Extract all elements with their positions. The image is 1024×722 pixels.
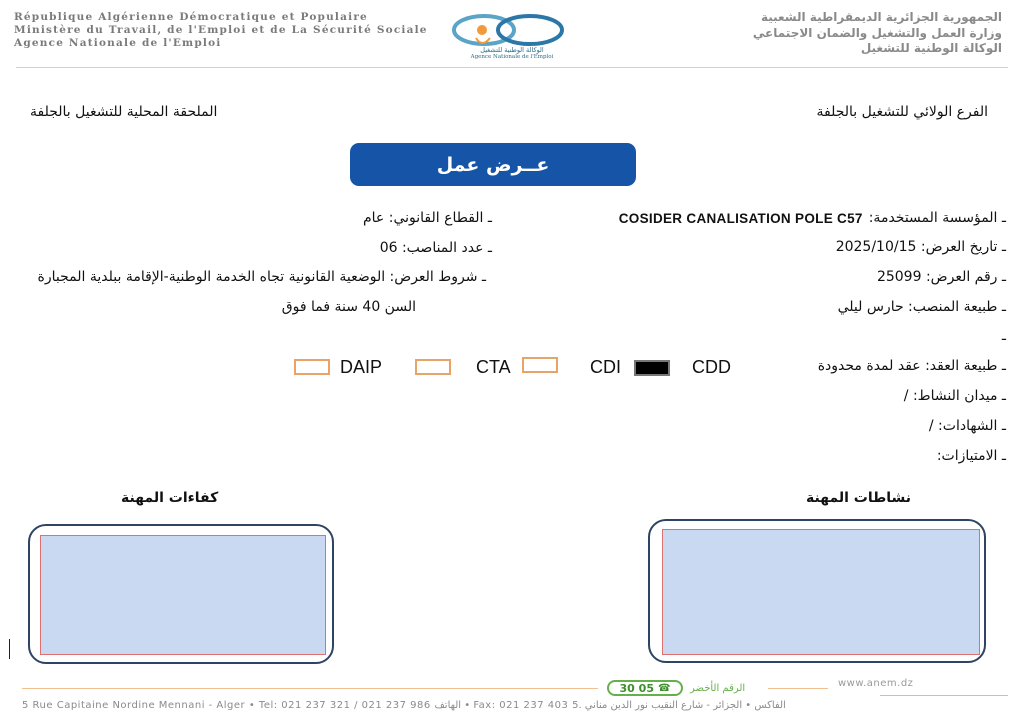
legal-sector: ـ القطاع القانوني: عام	[363, 210, 492, 226]
header-ar-line2: وزارة العمل والتشغيل والضمان الاجتماعي	[752, 26, 1002, 40]
header-fr-line2: Ministère du Travail, de l'Emploi et de La Sécurité Sociale	[14, 24, 428, 36]
header-fr-line1: République Algérienne Démocratique et Populaire	[14, 11, 368, 23]
header-ar-line1: الجمهورية الجزائرية الديمقراطية الشعبية	[760, 10, 1002, 24]
green-number-pill	[607, 680, 683, 696]
activity-field: ـ ميدان النشاط: /	[903, 388, 1006, 404]
positions-count: ـ عدد المناصب: 06	[379, 240, 492, 256]
footer-rule-left	[22, 688, 598, 689]
daip-checkbox[interactable]	[415, 359, 451, 375]
green-number-label: الرقم الأخضر	[690, 683, 746, 694]
website: www.anem.dz	[838, 678, 914, 689]
dash-line: ـ	[1001, 328, 1006, 344]
activities-title: نشاطات المهنة	[806, 490, 912, 506]
cdi-checkbox[interactable]	[634, 360, 670, 376]
logo-caption-fr: Agence Nationale de l'Emploi	[470, 54, 554, 60]
daip-label: DAIP	[340, 357, 383, 377]
cta-label: CTA	[476, 357, 511, 377]
header-divider	[16, 67, 1008, 68]
offer-date: ـ تاريخ العرض: 2025/10/15	[835, 239, 1006, 255]
footer-rule-mid	[768, 688, 828, 689]
green-number: 30 05	[619, 681, 654, 695]
diplomas: ـ الشهادات: /	[928, 418, 1006, 434]
offer-title: عــرض عمل	[350, 143, 636, 186]
skills-frame	[28, 524, 334, 664]
offer-conditions-line1: ـ شروط العرض: الوضعية القانونية تجاه الخدمة الوطنية-الإقامة ببلدية المجبارة	[37, 269, 486, 285]
employer-label: ـ المؤسسة المستخدمة:	[868, 210, 1006, 226]
text-cursor	[9, 639, 10, 659]
offer-conditions-line2: السن 40 سنة فما فوق	[281, 299, 416, 315]
cdd-label: CDD	[692, 357, 731, 377]
branch-right: الفرع الولائي للتشغيل بالجلفة	[816, 104, 988, 120]
employer-row	[619, 210, 1006, 226]
logo-caption-ar: الوكالة الوطنية للتشغيل	[480, 46, 544, 54]
position-type: ـ طبيعة المنصب: حارس ليلي	[837, 299, 1006, 315]
offer-number: ـ رقم العرض: 25099	[876, 269, 1006, 285]
activities-frame	[648, 519, 986, 663]
phone-icon: ☎	[657, 682, 671, 694]
contract-type: ـ طبيعة العقد: عقد لمدة محدودة	[817, 358, 1006, 374]
benefits: ـ الامتيازات:	[936, 448, 1006, 464]
extra-checkbox[interactable]	[294, 359, 330, 375]
header-ar-line3: الوكالة الوطنية للتشغيل	[860, 41, 1002, 55]
cta-checkbox[interactable]	[522, 357, 558, 373]
cdi-label: CDI	[590, 357, 621, 377]
branch-left: الملحقة المحلية للتشغيل بالجلفة	[30, 104, 218, 120]
footer-rule-right	[880, 695, 1008, 696]
footer-address: 5 Rue Capitaine Nordine Mennani - Alger • Tel: 021 237 321 / 021 237 986 الهاتف • Fax: 021 237 403 الفاكس • الجزائر - شارع النقيب نور الدين مناني .5	[22, 700, 786, 711]
header-fr-line3: Agence Nationale de l'Emploi	[14, 37, 222, 49]
skills-title: كفاءات المهنة	[121, 490, 219, 506]
employer-value: COSIDER CANALISATION POLE C57	[618, 210, 863, 226]
skills-box[interactable]	[40, 535, 326, 655]
activities-box[interactable]	[662, 529, 980, 655]
